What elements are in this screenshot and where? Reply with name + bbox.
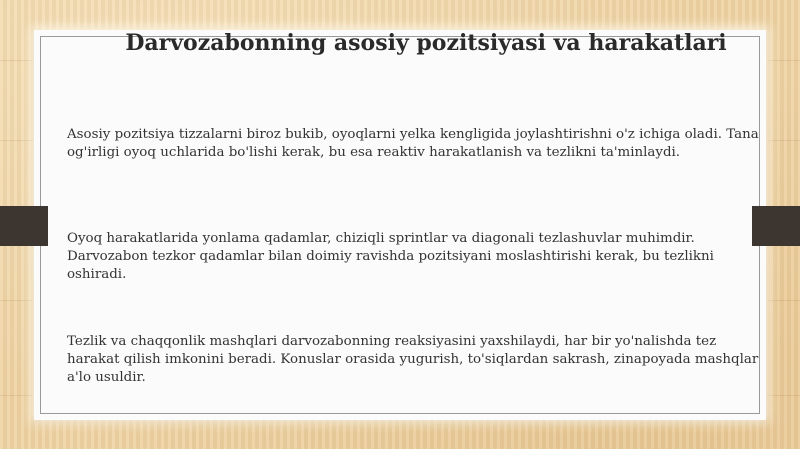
slide-title: Darvozabonning asosiy pozitsiyasi va harakatlari — [125, 30, 727, 56]
left-decorative-tab — [0, 206, 48, 246]
paragraph-agility-drills: Tezlik va chaqqonlik mashqlari darvozabonning reaksiyasini yaxshilaydi, har bir yo'nalishda tez harakat qilish imkonini beradi. Konuslar orasida yugurish, to'siqlardan sakrash, zinapoyada mashqlar a'lo usuldir. — [67, 334, 759, 385]
paragraph-footwork: Oyoq harakatlarida yonlama qadamlar, chiziqli sprintlar va diagonali tezlashuvlar muhimdir. Darvozabon tezkor qadamlar bilan doimiy ravishda pozitsiyani moslashtirishi kerak, bu tezlikni oshiradi. — [67, 231, 714, 282]
paragraph-basic-position: Asosiy pozitsiya tizzalarni biroz bukib, oyoqlarni yelka kengligida joylashtirishni o'z ichiga oladi. Tana og'irligi oyoq uchlarida bo'lishi kerak, bu esa reaktiv harakatlanish va tezlikni ta'minlaydi. — [67, 127, 759, 160]
